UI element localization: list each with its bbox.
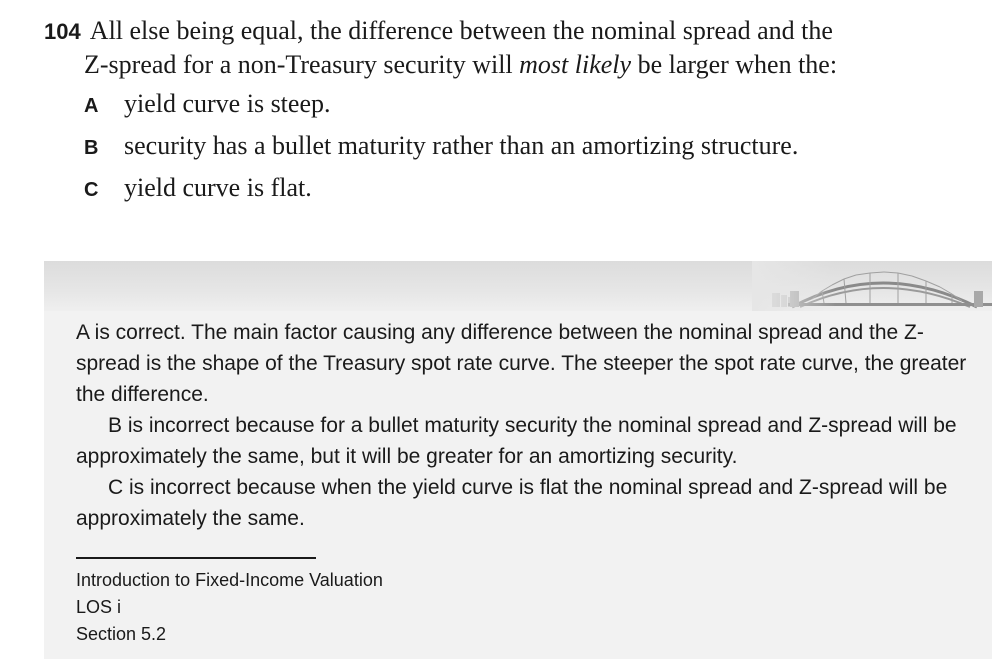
question-number: 104: [44, 19, 81, 44]
question-stem-line-2: [44, 48, 974, 81]
reference-divider: [76, 557, 316, 559]
reference-reading: Introduction to Fixed-Income Valuation: [76, 570, 383, 590]
question-stem-line-1: [44, 14, 974, 48]
answer-panel: [44, 261, 992, 659]
panel-banner: [44, 261, 992, 311]
question-stem-text-2a: Z-spread for a non-Treasury security will: [84, 50, 520, 79]
option-c-text: yield curve is flat.: [124, 173, 312, 202]
option-b-letter: B: [84, 137, 99, 159]
reference-list: [76, 567, 383, 648]
option-a-letter: A: [84, 95, 99, 117]
question-stem-text-2b: be larger when the:: [631, 50, 838, 79]
option-c-letter: C: [84, 179, 99, 201]
option-a-text: yield curve is steep.: [124, 89, 331, 118]
explanation-paragraph-a: A is correct. The main factor causing any difference between the nominal spread and the Z-spread is the shape of the Treasury spot rate curve. The steeper the spot rate curve, the greater the difference.: [76, 321, 967, 406]
question-stem-text-1: All else being equal, the difference between the nominal spread and the: [89, 16, 833, 45]
option-b: [44, 129, 974, 171]
explanation-paragraph-b: B is incorrect because for a bullet maturity security the nominal spread and Z-spread will be approximately the same, but it will be greater for an amortizing security.: [76, 414, 957, 468]
bridge-banner-image: [752, 261, 992, 311]
answer-options: [44, 87, 974, 213]
answer-explanation: [76, 317, 971, 534]
option-a: [44, 87, 974, 129]
option-b-text: security has a bullet maturity rather than an amortizing structure.: [124, 131, 799, 160]
option-c: [44, 171, 974, 213]
reference-los: LOS i: [76, 597, 122, 617]
reference-section: Section 5.2: [76, 624, 167, 644]
question-block: [44, 14, 974, 213]
question-emphasis: most likely: [519, 50, 632, 79]
explanation-paragraph-c: C is incorrect because when the yield curve is flat the nominal spread and Z-spread will be approximately the same.: [76, 476, 948, 530]
